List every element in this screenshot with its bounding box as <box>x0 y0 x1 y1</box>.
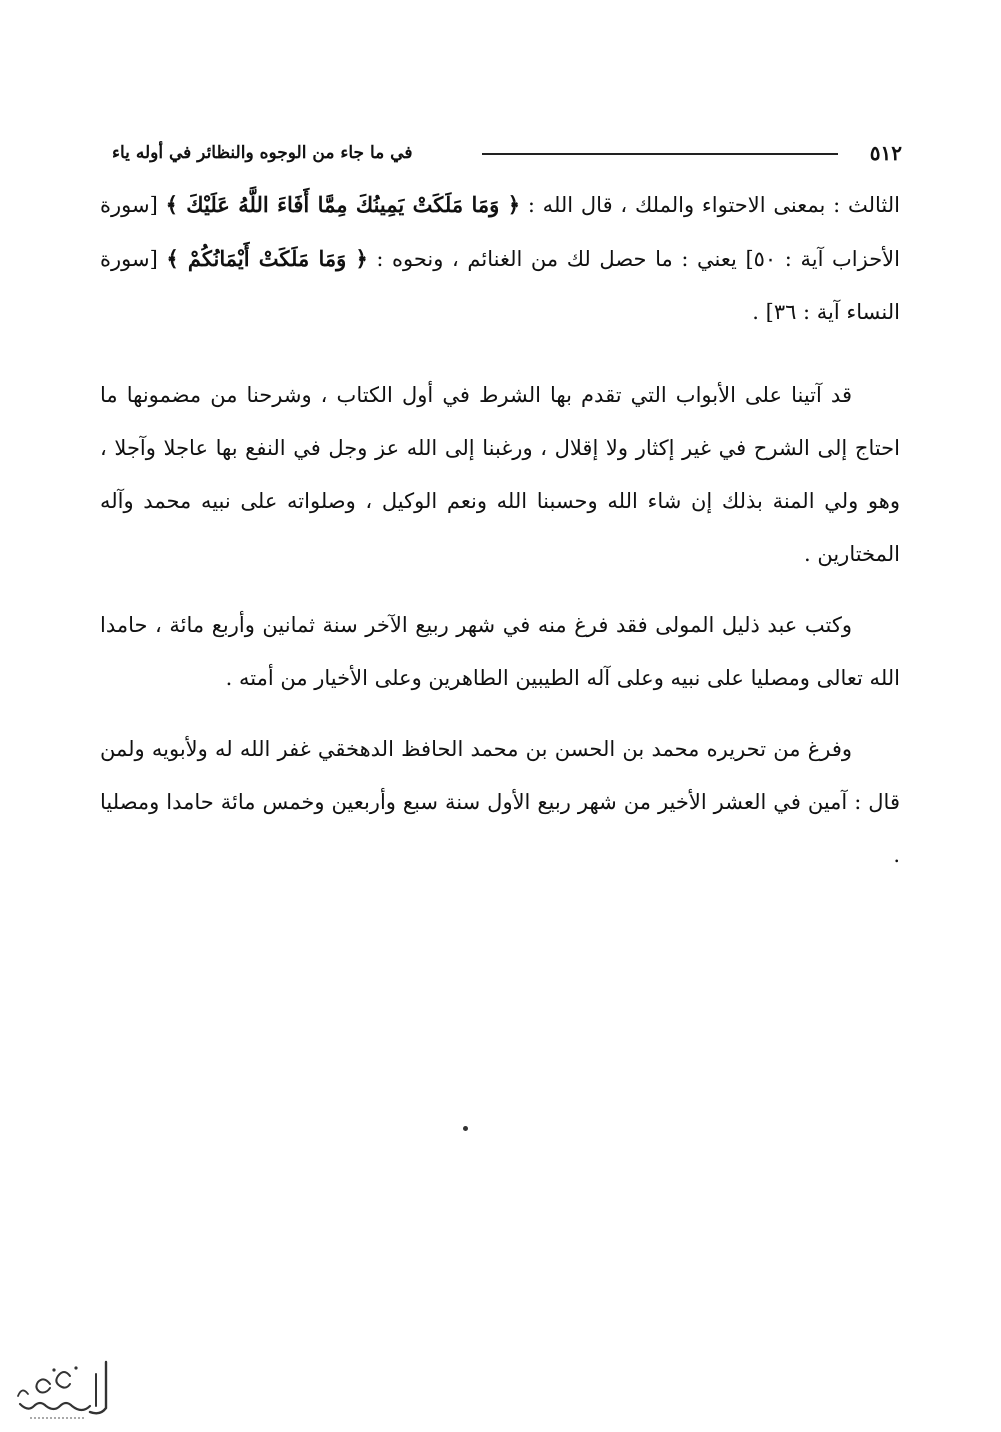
paragraph-colophon-copyist: وفرغ من تحريره محمد بن الحسن بن محمد الحافظ الدهخقي غفر الله له ولأبويه ولمن قال : آمين في العشر الأخير من شهر ربيع الأول سنة سبع وأربعين وخمس مائة حامدا ومصليا . <box>100 737 900 867</box>
paragraph-conclusion: قد آتينا على الأبواب التي تقدم بها الشرط في أول الكتاب ، وشرحنا من مضمونها ما احتاج إلى الشرح في غير إكثار ولا إقلال ، ورغبنا إلى الله عز وجل في النفع بها عاجلا وآجلا ، وهو ولي المنة بذلك إن شاء الله وحسبنا الله ونعم الوكيل ، وصلواته على نبيه محمد وآله المختارين . <box>100 383 900 566</box>
page-header <box>112 138 902 168</box>
paragraph-third-meaning <box>100 178 900 339</box>
page-body <box>100 178 900 900</box>
library-stamp-logo <box>10 1356 114 1426</box>
running-title: في ما جاء من الوجوه والنظائر في أوله ياء <box>112 143 413 163</box>
quran-verse: ﴿ وَمَا مَلَكَتْ أَيْمَانُكُمْ ﴾ <box>166 246 368 271</box>
paragraph-text: [سورة النساء آية : ٣٦] . <box>100 247 900 324</box>
paragraph-text: [سورة الأحزاب آية : ٥٠] يعني : ما حصل لك من الغنائم ، ونحوه : <box>100 193 900 271</box>
paragraph-text: الثالث : بمعنى الاحتواء والملك ، قال الله : <box>520 193 900 217</box>
quran-verse: ﴿ وَمَا مَلَكَتْ يَمِينُكَ مِمَّا أَفَاءَ اللَّهُ عَلَيْكَ ﴾ <box>165 192 521 217</box>
center-dot <box>463 1126 468 1131</box>
paragraph-colophon-author: وكتب عبد ذليل المولى فقد فرغ منه في شهر ربيع الآخر سنة ثمانين وأربع مائة ، حامدا الله تعالى ومصليا على نبيه وعلى آله الطيبين الطاهرين وعلى الأخيار من أمته . <box>100 613 900 690</box>
page-number: ٥١٢ <box>869 141 902 165</box>
stamp-graphic <box>10 1356 114 1426</box>
header-rule <box>482 153 838 155</box>
